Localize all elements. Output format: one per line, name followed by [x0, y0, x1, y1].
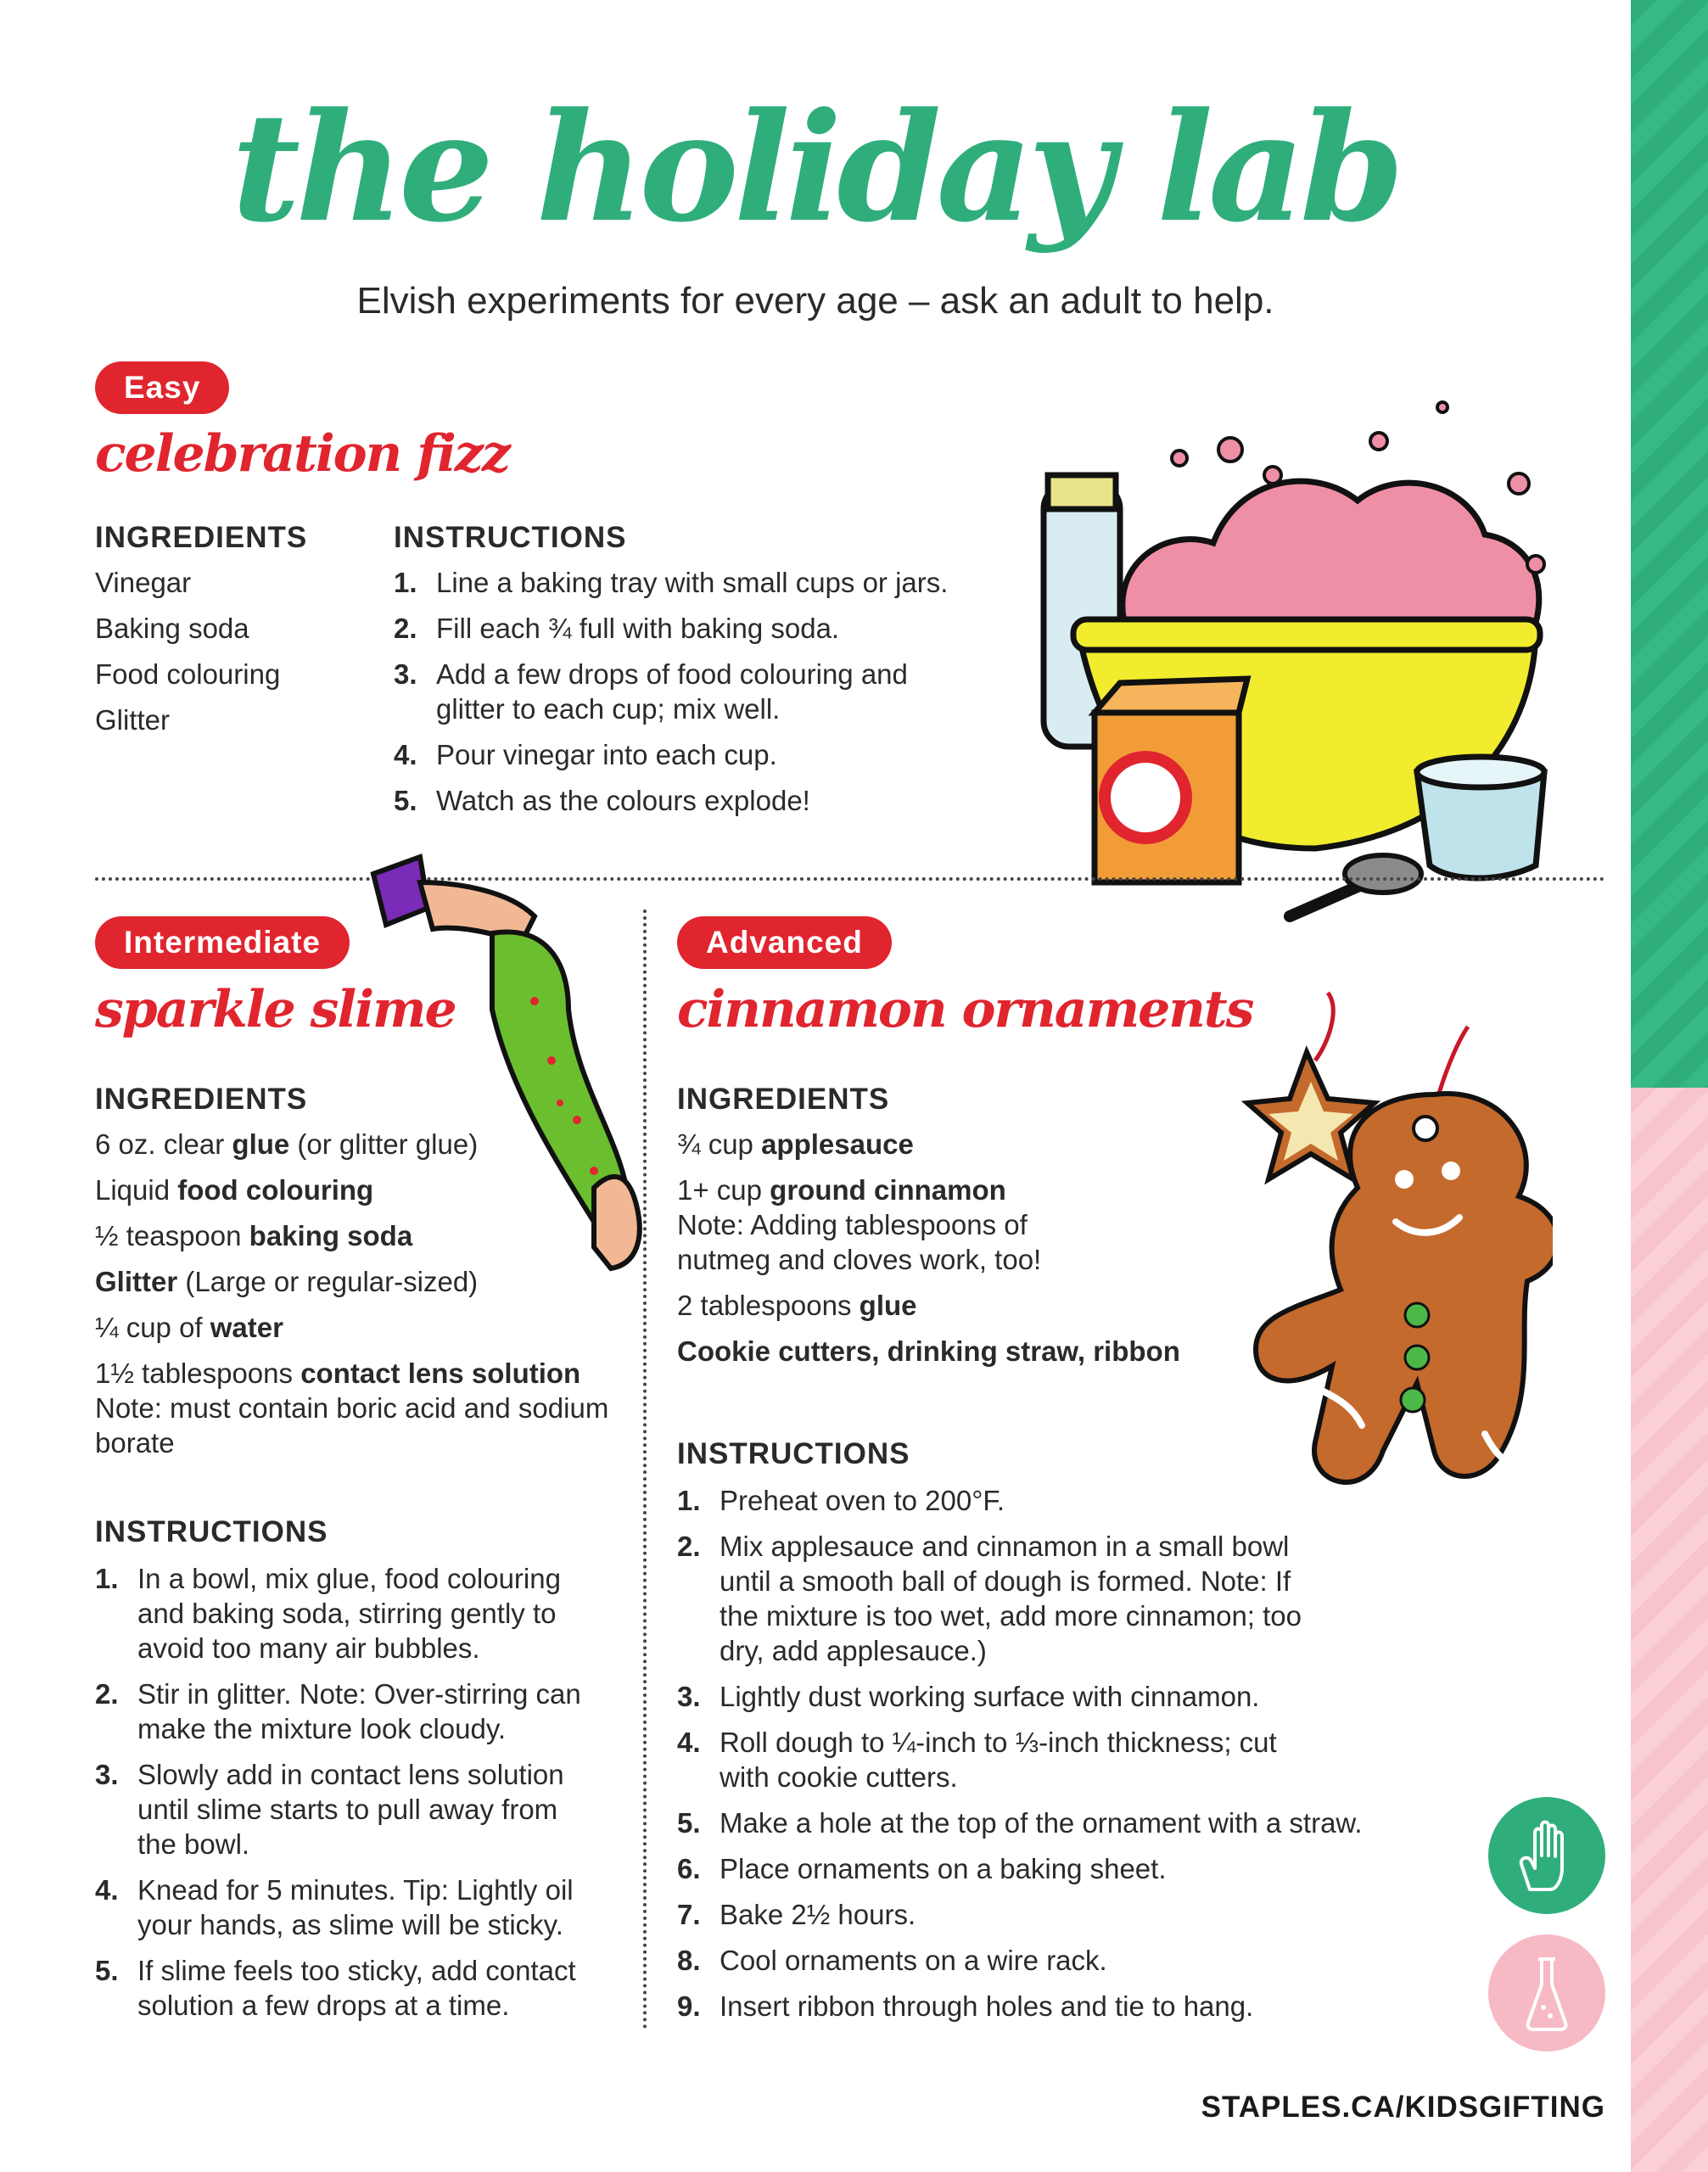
page-subtitle: Elvish experiments for every age – ask an adult to help.: [356, 280, 1274, 322]
section-divider: [95, 877, 1605, 881]
instruction-step: 2. Fill each ¾ full with baking soda.: [394, 613, 840, 644]
instructions-heading: INSTRUCTIONS: [95, 1515, 328, 1548]
instruction-step: 3. Add a few drops of food colouring and glitter to each cup; mix well.: [394, 658, 908, 725]
instructions-list-slime: [95, 1561, 604, 2034]
instruction-step: 1. Line a baking tray with small cups or jars.: [394, 567, 949, 598]
ingredient-item: Liquid food colouring: [95, 1174, 374, 1206]
ingredients-list-fizz: [95, 565, 280, 748]
ingredient-item: Food colouring: [95, 658, 281, 690]
instruction-step: 7. Bake 2½ hours.: [677, 1899, 916, 1930]
instruction-step: 5. If slime feels too sticky, add contact solution a few drops at a time.: [95, 1955, 576, 2021]
recipe-title-celebration-fizz: celebration fizz: [95, 424, 509, 484]
pink-stripe: [1631, 1088, 1708, 2172]
ingredients-heading: INGREDIENTS: [95, 521, 308, 554]
instruction-step: 1. In a bowl, mix glue, food colouring and baking soda, stirring gently to avoid too many air bubbles.: [95, 1563, 561, 1664]
instruction-step: 2. Mix applesauce and cinnamon in a small bowl until a smooth ball of dough is formed. Note: If the mixture is too wet, add more cinnamon; too dry, add applesauce.): [677, 1531, 1302, 1666]
ingredient-item: ½ teaspoon baking soda: [95, 1220, 413, 1251]
instructions-heading: INSTRUCTIONS: [394, 521, 627, 554]
flask-icon: [1488, 1934, 1605, 2052]
instruction-step: 6. Place ornaments on a baking sheet.: [677, 1853, 1167, 1884]
hand-icon: [1488, 1797, 1605, 1914]
ingredient-item: ¼ cup of water: [95, 1312, 283, 1343]
instructions-list-ornaments: [677, 1483, 1373, 2035]
ingredient-item: 1½ tablespoons contact lens solution Note: must contain boric acid and sodium borate: [95, 1358, 609, 1458]
ingredient-note: Note: Adding tablespoons of nutmeg and cloves work, too!: [677, 1209, 1042, 1275]
instruction-step: 4. Pour vinegar into each cup.: [394, 739, 777, 770]
ingredient-item: Vinegar: [95, 567, 192, 598]
instruction-step: 2. Stir in glitter. Note: Over-stirring can make the mixture look cloudy.: [95, 1678, 581, 1744]
ingredient-item: ¾ cup applesauce: [677, 1128, 914, 1160]
ingredient-item: Cookie cutters, drinking straw, ribbon: [677, 1335, 1180, 1367]
ingredient-item: 6 oz. clear glue (or glitter glue): [95, 1128, 479, 1160]
instruction-step: 8. Cool ornaments on a wire rack.: [677, 1945, 1107, 1976]
gingerbread-ornament-illustration: [1162, 976, 1553, 1570]
level-badge-easy: Easy: [95, 361, 229, 414]
instruction-step: 9. Insert ribbon through holes and tie to hang.: [677, 1990, 1254, 2022]
instruction-step: 5. Make a hole at the top of the ornament with a straw.: [677, 1807, 1363, 1839]
level-badge-intermediate: Intermediate: [95, 916, 350, 969]
ingredients-list-slime: [95, 1127, 621, 1471]
footer-url[interactable]: STAPLES.CA/KIDSGIFTING: [1201, 2091, 1605, 2124]
instruction-step: 4. Knead for 5 minutes. Tip: Lightly oil your hands, as slime will be sticky.: [95, 1874, 574, 1940]
bowl-illustration: [993, 373, 1604, 933]
instruction-step: 4. Roll dough to ¼-inch to ⅓-inch thickness; cut with cookie cutters.: [677, 1727, 1277, 1793]
ingredient-item: 2 tablespoons glue: [677, 1290, 917, 1321]
ingredient-item: 1+ cup ground cinnamon Note: Adding tablespoons of nutmeg and cloves work, too!: [677, 1173, 1203, 1277]
ingredient-item: Glitter: [95, 704, 171, 736]
ingredient-note: Note: must contain boric acid and sodium borate: [95, 1392, 609, 1458]
instruction-step: 3. Slowly add in contact lens solution until slime starts to pull away from the bowl.: [95, 1759, 564, 1860]
green-stripe: [1631, 0, 1708, 1088]
level-badge-advanced: Advanced: [677, 916, 892, 969]
instruction-step: 1. Preheat oven to 200°F.: [677, 1485, 1005, 1516]
instruction-step: 3. Lightly dust working surface with cinnamon.: [677, 1681, 1260, 1712]
ingredients-list-ornaments: [677, 1127, 1203, 1380]
ingredients-heading: INGREDIENTS: [677, 1083, 890, 1116]
page-title: the holiday lab: [231, 80, 1400, 255]
recipe-title-sparkle-slime: sparkle slime: [95, 980, 456, 1039]
instructions-list-fizz: [394, 565, 971, 829]
instructions-heading: INSTRUCTIONS: [677, 1437, 910, 1470]
instruction-step: 5. Watch as the colours explode!: [394, 785, 810, 816]
recipe-title-cinnamon-ornaments: cinnamon ornaments: [677, 980, 1253, 1039]
ingredients-heading: INGREDIENTS: [95, 1083, 308, 1116]
ingredient-item: Baking soda: [95, 613, 249, 644]
ingredient-item: Glitter (Large or regular-sized): [95, 1266, 479, 1297]
